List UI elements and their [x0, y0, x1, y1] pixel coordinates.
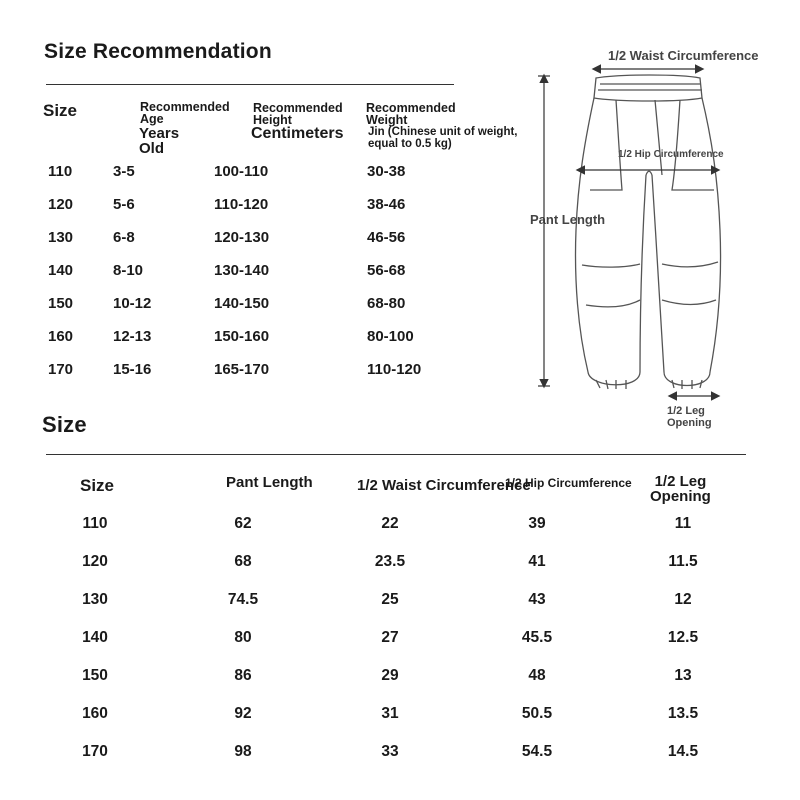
size-cell-waist: 29 [381, 667, 399, 684]
size-cell-waist: 23.5 [374, 553, 406, 570]
size-cell-pant-length: 98 [234, 743, 252, 760]
size-cell-hip: 45.5 [521, 629, 553, 646]
size-title: Size [42, 412, 87, 437]
rec-header-height: Recommended Height [253, 101, 343, 127]
rec-cell-age: 3-5 [113, 163, 135, 180]
rec-cell-size: 130 [48, 229, 74, 246]
size-cell-leg-opening: 13.5 [667, 705, 699, 722]
size-cell-pant-length: 68 [234, 553, 252, 570]
rec-cell-weight: 80-100 [367, 328, 414, 345]
size-cell-leg-opening: 12.5 [667, 629, 699, 646]
size-cell-pant-length: 80 [234, 629, 252, 646]
size-divider [46, 454, 746, 455]
rec-cell-age: 12-13 [113, 328, 152, 345]
rec-cell-weight: 68-80 [367, 295, 406, 312]
rec-cell-height: 165-170 [214, 361, 270, 378]
size-cell-leg-opening: 11 [674, 515, 692, 532]
size-header-hip: 1/2 Hip Circumference [505, 476, 632, 490]
size-cell-hip: 48 [528, 667, 546, 684]
rec-cell-size: 170 [48, 361, 74, 378]
waist-label: 1/2 Waist Circumference [608, 48, 759, 63]
rec-cell-size: 110 [48, 163, 73, 180]
size-cell-hip: 39 [528, 515, 546, 532]
rec-header-height-unit: Centimeters [251, 125, 344, 142]
rec-header-size: Size [43, 101, 78, 120]
rec-cell-age: 15-16 [113, 361, 152, 378]
size-cell-hip: 41 [528, 553, 546, 570]
size-cell-pant-length: 62 [234, 515, 252, 532]
rec-cell-size: 150 [48, 295, 74, 312]
size-header-pant-length: Pant Length [226, 474, 313, 491]
size-cell-waist: 27 [381, 629, 399, 646]
size-cell-hip: 54.5 [521, 743, 553, 760]
size-cell-size: 170 [82, 743, 108, 760]
rec-cell-weight: 56-68 [367, 262, 406, 279]
size-cell-waist: 31 [381, 705, 399, 722]
rec-header-age-unit: Years Old [139, 125, 180, 157]
rec-header-weight: Recommended Weight [366, 101, 456, 127]
size-cell-leg-opening: 12 [674, 591, 692, 608]
size-cell-hip: 43 [528, 591, 546, 608]
hip-label: 1/2 Hip Circumference [618, 149, 724, 160]
rec-cell-height: 110-120 [214, 196, 269, 213]
size-cell-waist: 33 [381, 743, 399, 760]
rec-cell-weight: 30-38 [367, 163, 406, 180]
size-cell-size: 110 [82, 515, 108, 532]
rec-cell-age: 8-10 [113, 262, 144, 279]
pants-outline [576, 75, 721, 389]
size-cell-size: 150 [82, 667, 108, 684]
size-cell-pant-length: 92 [234, 705, 252, 722]
size-cell-size: 160 [82, 705, 108, 722]
rec-cell-weight: 46-56 [367, 229, 406, 246]
rec-cell-age: 6-8 [113, 229, 135, 246]
rec-cell-size: 160 [48, 328, 74, 345]
rec-cell-height: 120-130 [214, 229, 270, 246]
rec-cell-size: 120 [48, 196, 74, 213]
rec-cell-age: 5-6 [113, 196, 135, 213]
rec-cell-height: 130-140 [214, 262, 270, 279]
rec-header-weight-unit: Jin (Chinese unit of weight, equal to 0.5 kg) [368, 126, 518, 150]
size-header-leg: 1/2 Leg Opening [650, 473, 711, 505]
size-header-size: Size [80, 476, 115, 495]
rec-cell-weight: 38-46 [367, 196, 406, 213]
rec-cell-age: 10-12 [113, 295, 152, 312]
size-cell-pant-length: 74.5 [227, 591, 259, 608]
rec-cell-height: 150-160 [214, 328, 270, 345]
size-cell-size: 130 [82, 591, 108, 608]
rec-header-age: Recommended Age [140, 100, 230, 126]
size-cell-waist: 25 [381, 591, 399, 608]
rec-cell-height: 140-150 [214, 295, 270, 312]
size-cell-leg-opening: 13 [674, 667, 692, 684]
size-header-waist: 1/2 Waist Circumference [357, 477, 531, 494]
leg-opening-label: 1/2 Leg Opening [667, 405, 712, 429]
size-cell-waist: 22 [381, 515, 399, 532]
pant-length-label: Pant Length [530, 212, 606, 227]
measure-arrows [538, 69, 718, 396]
size-cell-leg-opening: 14.5 [667, 743, 699, 760]
size-cell-size: 140 [82, 629, 108, 646]
size-recommendation-title: Size Recommendation [44, 40, 272, 63]
size-cell-hip: 50.5 [521, 705, 553, 722]
rec-cell-height: 100-110 [214, 163, 269, 180]
rec-cell-weight: 110-120 [367, 361, 422, 378]
size-cell-pant-length: 86 [234, 667, 252, 684]
size-cell-leg-opening: 11.5 [668, 553, 698, 570]
size-cell-size: 120 [82, 553, 108, 570]
rec-cell-size: 140 [48, 262, 74, 279]
